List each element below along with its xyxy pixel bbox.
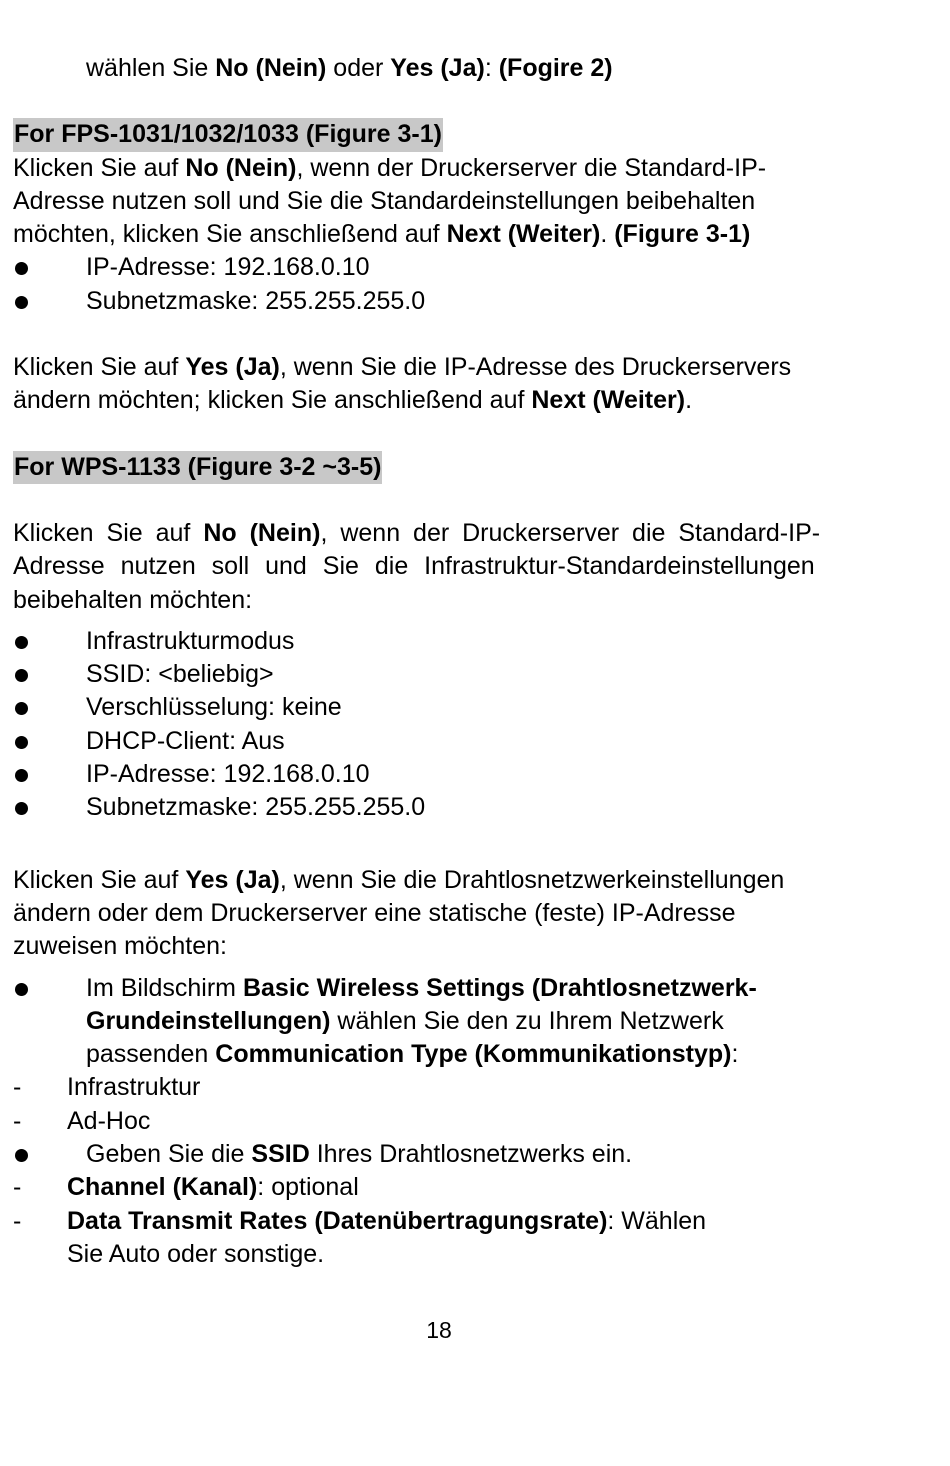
dash-item [0,1171,873,1204]
list-item-text: IP-Adresse: 192.168.0.10 [86,253,370,282]
wps-p2-line1 [13,864,873,897]
dash-icon: - [13,1173,22,1202]
intro-figure-ref: (Fogire 2) [498,54,613,82]
dash-icon: - [13,1106,22,1135]
channel-note: : optional [257,1173,359,1202]
fps-p1-l3-sep: . [600,220,615,249]
fps-p1-l1-post: , wenn der Druckerserver die Standard-IP- [296,153,767,182]
wps-section-heading: For WPS-1133 (Figure 3-2 ~3-5) [13,451,382,484]
wps-p2-line3: zuweisen möchten: [13,932,228,961]
dash-item [0,1105,873,1138]
wps-p2-yes-option: Yes (Ja) [185,865,280,894]
fps-p2-l2-post: . [685,386,693,415]
dash-icon: - [13,1206,22,1235]
bullet-icon [15,636,28,649]
fps-p1-next-label: Next (Weiter) [446,220,601,249]
list-item [13,251,873,284]
step1-communication-type: Communication Type (Kommunikationstyp) [215,1040,732,1069]
dash-item [0,1205,873,1272]
list-item [13,725,873,758]
wps-p1-line1 [13,517,873,550]
bullet-icon [15,769,28,782]
list-item [13,625,873,658]
bullet-icon [15,669,28,682]
list-item [13,691,873,724]
wps-p2-line2: ändern oder dem Druckerserver eine statische (feste) IP-Adresse [13,898,736,927]
rates-label: Data Transmit Rates (Datenübertragungsrate) [67,1206,608,1235]
fps-p2-yes-option: Yes (Ja) [185,353,280,382]
bullet-icon [15,983,28,996]
bullet-icon [15,1149,28,1162]
option-ad-hoc: Ad-Hoc [67,1106,151,1135]
list-item [13,1138,873,1171]
bullet-icon [15,802,28,815]
bullet-icon [15,736,28,749]
bullet-icon [15,296,28,309]
list-item [13,658,873,691]
wps-p1-line3: beibehalten möchten: [13,585,253,614]
list-item [13,285,873,318]
wps-default-list [13,625,873,825]
fps-p2-l1-pre: Klicken Sie auf [13,353,186,382]
step1-screen-name: Basic Wireless Settings (Drahtlosnetzwerk- [242,973,757,1002]
step1-l3-post: : [731,1040,739,1069]
fps-section-heading: For FPS-1031/1032/1033 (Figure 3-1) [13,118,443,151]
option-infrastruktur: Infrastruktur [67,1073,201,1102]
manual-page [13,52,873,1271]
fps-heading-line [13,118,873,151]
step1-line1 [86,972,873,1005]
fps-paragraph-yes [13,351,873,418]
wps-p2-l1-pre: Klicken Sie auf [13,865,186,894]
rates-note: : Wählen [607,1206,707,1235]
fps-p1-line1 [13,152,873,185]
intro-colon: : [484,54,499,82]
list-item-text: Infrastrukturmodus [86,626,295,655]
dash-item [0,1071,873,1104]
wps-paragraph-yes [13,864,873,964]
wps-steps-list-2 [13,1138,873,1171]
step1-line2 [86,1005,873,1038]
wps-p1-line2: Adresse nutzen soll und Sie die Infrastruktur-Standardeinstellungen [13,552,815,581]
intro-line [13,52,873,85]
fps-p2-l1-post: , wenn Sie die IP-Adresse des Druckerservers [279,353,792,382]
fps-p2-l2-pre: ändern möchten; klicken Sie anschließend auf [13,386,532,415]
fps-p1-line2: Adresse nutzen soll und Sie die Standardeinstellungen beibehalten [13,186,756,215]
list-item-text: Subnetzmaske: 255.255.255.0 [86,793,426,822]
channel-label: Channel (Kanal) [67,1173,258,1202]
intro-text-pre: wählen Sie [86,54,216,82]
fps-p1-l1-pre: Klicken Sie auf [13,153,186,182]
step1-screen-name-cont: Grundeinstellungen) [86,1006,331,1035]
fps-default-list [13,251,873,318]
list-item [13,758,873,791]
step1-l1-pre: Im Bildschirm [86,973,243,1002]
wps-steps-list [13,972,873,1072]
wps-p1-l1-post: , wenn der Druckerserver die Standard-IP- [320,518,821,547]
page-number: 18 [426,1317,452,1343]
fps-p1-l3-pre: möchten, klicken Sie anschließend auf [13,220,447,249]
list-item [13,791,873,824]
wps-paragraph-no [13,517,873,617]
list-item [13,972,873,1072]
fps-p2-next-label: Next (Weiter) [531,386,686,415]
fps-p1-figure-ref: (Figure 3-1) [614,220,751,249]
wps-p1-l1-pre: Klicken Sie auf [13,518,204,547]
fps-p1-line3 [13,218,873,251]
list-item-text: IP-Adresse: 192.168.0.10 [86,760,370,789]
step2-ssid: SSID [251,1140,310,1169]
list-item-text: Verschlüsselung: keine [86,693,342,722]
wps-heading-line [13,451,873,484]
bullet-icon [15,702,28,715]
step1-l3-pre: passenden [86,1040,216,1069]
step1-l2-post: wählen Sie den zu Ihrem Netzwerk [330,1006,724,1035]
wps-p1-no-option: No (Nein) [203,518,321,547]
step1-line3 [86,1038,873,1071]
intro-yes-option: Yes (Ja) [390,54,485,82]
fps-p2-line1 [13,351,873,384]
bullet-icon [15,262,28,275]
fps-p2-line2 [13,384,873,417]
fps-paragraph-no [13,152,873,252]
intro-text-mid: oder [326,54,391,82]
intro-no-option: No (Nein) [215,54,327,82]
dash-icon: - [13,1073,22,1102]
list-item-text: SSID: <beliebig> [86,660,274,689]
list-item-text: Subnetzmaske: 255.255.255.0 [86,286,426,315]
rates-line2: Sie Auto oder sonstige. [67,1239,325,1268]
list-item-text: DHCP-Client: Aus [86,726,285,755]
step2-pre: Geben Sie die [86,1140,252,1169]
rates-line1 [67,1205,873,1238]
step2-post: Ihres Drahtlosnetzwerks ein. [309,1140,633,1169]
fps-p1-no-option: No (Nein) [185,153,297,182]
wps-p2-l1-post: , wenn Sie die Drahtlosnetzwerkeinstellungen [279,865,785,894]
